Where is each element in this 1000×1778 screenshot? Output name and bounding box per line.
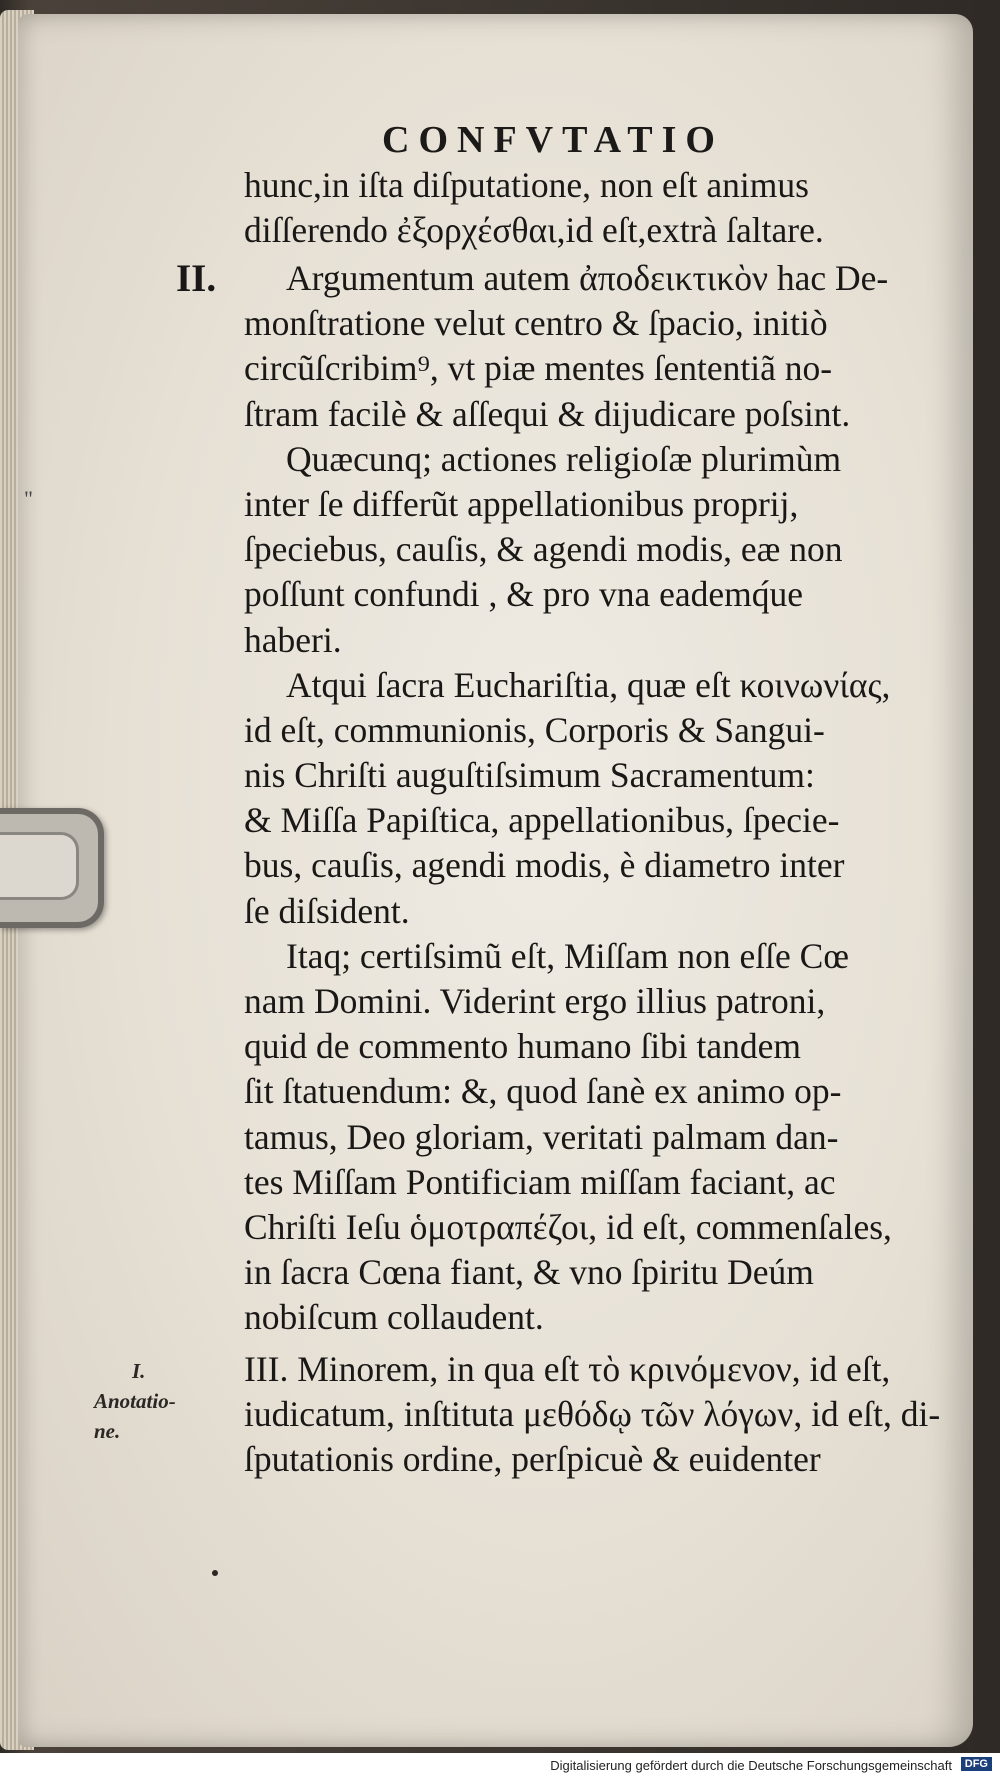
text-line: poſſunt confundi , & pro vna eademq́ue <box>244 574 803 615</box>
marginal-note-number: I. <box>132 1359 146 1383</box>
dfg-logo: DFG <box>961 1757 992 1771</box>
text-line: ſpeciebus, cauſis, & agendi modis, eæ non <box>244 529 843 570</box>
text-line: ſit ſtatuendum: &, quod ſanè ex animo op- <box>244 1071 842 1112</box>
section-2-text <box>244 256 934 1341</box>
text-line: Chriſti Ieſu ὁμοτραπέζοι, id eſt, commenſales, <box>244 1206 892 1247</box>
text-line: nam Domini. Viderint ergo illius patroni, <box>244 981 826 1021</box>
text-line: monſtratione velut centro & ſpacio, initiò <box>244 303 828 344</box>
text-line: ſe diſsident. <box>244 890 410 931</box>
text-line: nis Chriſti auguſtiſsimum Sacramentum: <box>244 755 815 796</box>
margin-mark: " <box>24 486 33 511</box>
running-title: CONFVTATIO <box>382 119 724 161</box>
text-line: & Miſſa Papiſtica, appellationibus, ſpecie- <box>244 800 840 841</box>
text-line: Quæcunq; actiones religioſæ plurimùm <box>286 438 842 479</box>
section-numeral-3: III. <box>244 1349 289 1389</box>
text-line: Argumentum autem ἀποδεικτικὸν hac De- <box>286 258 889 298</box>
text-line: ſtram facilè & aſſequi & dijudicare poſsint. <box>244 393 851 434</box>
text-line: tes Miſſam Pontificiam miſſam faciant, ac <box>244 1161 836 1202</box>
text-line: Atqui ſacra Euchariſtia, quæ eſt κοινωνίας, <box>286 664 891 705</box>
text-line: inter ſe differũt appellationibus proprij, <box>244 483 799 524</box>
text-line: ſputationis ordine, perſpicuè & euidenter <box>244 1439 821 1480</box>
section-numeral-2: II. <box>176 257 217 300</box>
text-line <box>244 1347 934 1392</box>
text-line: quid de commento humano ſibi tandem <box>244 1026 802 1067</box>
text-line-content: Minorem, in qua eſt τὸ κρινόμενον, id eſt, <box>297 1349 891 1389</box>
text-line: haberi. <box>244 619 342 660</box>
text-line: iudicatum, inſtituta μεθόδῳ τῶν λόγων, id eſt, di- <box>244 1394 941 1435</box>
marginal-note-label-cont: ne. <box>94 1419 121 1443</box>
section-3-text <box>244 1347 941 1483</box>
page-clip <box>0 808 104 928</box>
paragraph-block-1 <box>244 163 934 253</box>
text-line: nobiſcum collaudent. <box>244 1297 544 1338</box>
text-line: Itaq; certiſsimũ eſt, Miſſam non eſſe Cœ <box>286 935 849 976</box>
page-clip-inner <box>0 832 79 900</box>
marginal-note <box>94 1356 176 1446</box>
text-line: id eſt, communionis, Corporis & Sangui- <box>244 709 825 750</box>
text-line: in ſacra Cœna fiant, & vno ſpiritu Deúm <box>244 1252 814 1293</box>
text-line: tamus, Deo gloriam, veritati palmam dan- <box>244 1116 839 1157</box>
marginal-note-label: Anotatio- <box>94 1389 176 1413</box>
text-line: hunc,in iſta diſputatione, non eſt animus <box>244 165 809 205</box>
footer-credit: Digitalisierung gefördert durch die Deutsche Forschungsgemeinschaft <box>550 1758 952 1773</box>
text-line: diſſerendo ἐξορχέσθαι,id eſt,extrà ſaltare. <box>244 210 824 251</box>
ink-speck <box>212 1570 218 1576</box>
text-line: bus, cauſis, agendi modis, è diametro inter <box>244 845 845 886</box>
text-line: circũſcribim⁹, vt piæ mentes ſententiã no- <box>244 348 833 389</box>
digitization-footer <box>0 1753 1000 1778</box>
